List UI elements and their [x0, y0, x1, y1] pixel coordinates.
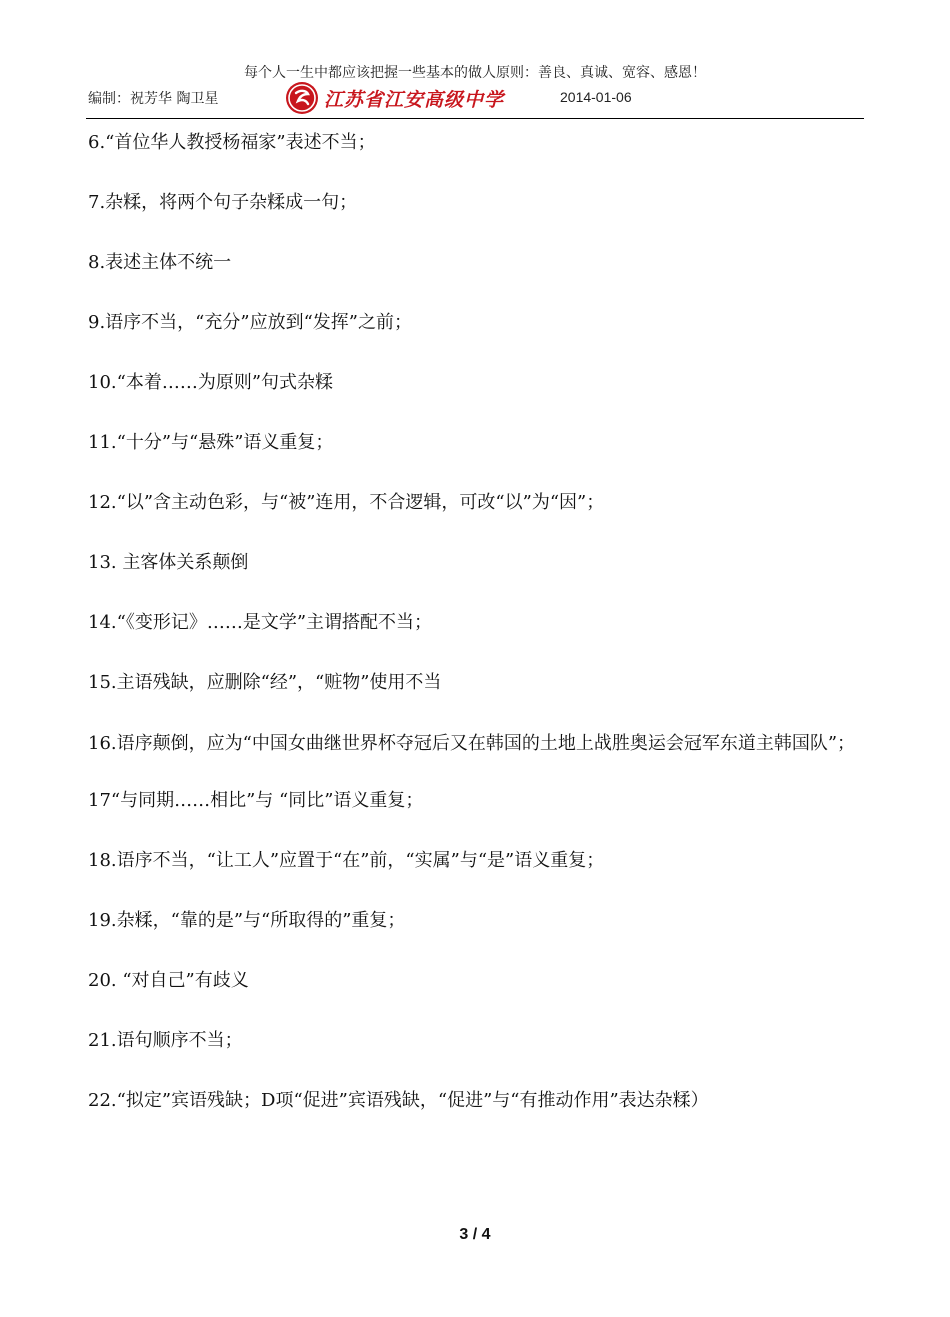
answer-item-18: 18.语序不当，“让工人”应置于“在”前，“实属”与“是”语义重复；: [88, 850, 605, 871]
answer-list: [88, 128, 864, 1146]
school-logo-text: 江苏省江安高级中学: [324, 88, 505, 111]
header-editor: 编制：祝芳华 陶卫星: [88, 91, 219, 107]
answer-item-10: 10.“本着……为原则”句式杂糅: [88, 372, 334, 393]
answer-item-16: 16.语序颠倒，应为“中国女曲继世界杯夺冠后又在韩国的土地上战胜奥运会冠军东道主韩国队”；: [88, 733, 856, 754]
school-seal-icon: [286, 82, 318, 114]
header-date: 2014-01-06: [560, 89, 632, 105]
answer-item-11: 11.“十分”与“悬殊”语义重复；: [88, 432, 334, 453]
header-divider: [86, 118, 864, 119]
answer-item-21: 21.语句顺序不当；: [88, 1030, 243, 1051]
page-number: 3 / 4: [459, 1226, 491, 1243]
answer-item-14: 14.“《变形记》……是文学”主谓搭配不当；: [88, 612, 433, 633]
answer-item-7: 7.杂糅，将两个句子杂糅成一句；: [88, 192, 358, 213]
answer-item-6: 6.“首位华人教授杨福家”表述不当；: [88, 132, 376, 153]
answer-item-20: 20. “对自己”有歧义: [88, 970, 249, 991]
header-motto: 每个人一生中都应该把握一些基本的做人原则：善良、真诚、宽容、感恩！: [244, 65, 706, 81]
page-header: [86, 58, 864, 120]
answer-item-12: 12.“以”含主动色彩，与“被”连用，不合逻辑，可改“以”为“因”；: [88, 492, 605, 513]
answer-item-9: 9.语序不当，“充分”应放到“发挥”之前；: [88, 312, 412, 333]
school-logo: [286, 80, 504, 116]
answer-item-15: 15.主语残缺，应删除“经”，“赃物”使用不当: [88, 672, 442, 693]
answer-item-22: 22.“拟定”宾语残缺；D项“促进”宾语残缺，“促进”与“有推动作用”表达杂糅）: [88, 1090, 709, 1111]
answer-item-19: 19.杂糅，“靠的是”与“所取得的”重复；: [88, 910, 406, 931]
answer-item-17: 17“与同期……相比”与 “同比”语义重复；: [88, 790, 424, 811]
answer-item-13: 13. 主客体关系颠倒: [88, 552, 249, 573]
answer-item-8: 8.表述主体不统一: [88, 252, 232, 273]
